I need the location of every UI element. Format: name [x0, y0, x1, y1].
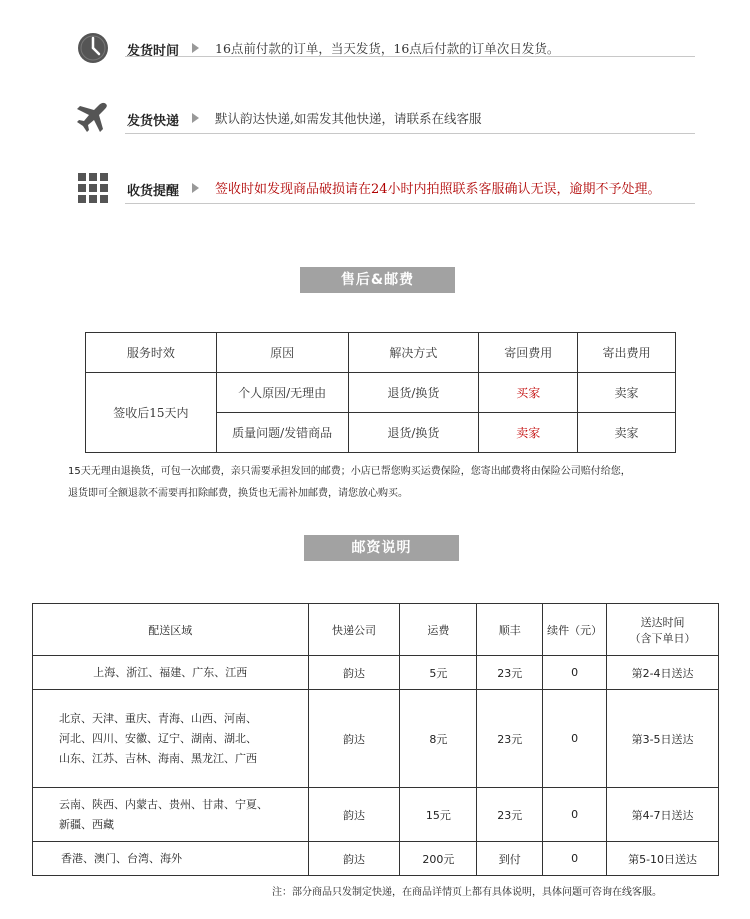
divider [125, 203, 695, 204]
airplane-icon [75, 100, 111, 136]
table-header-row [86, 333, 676, 373]
arrow-right-icon [192, 43, 199, 53]
aftersale-table [85, 332, 676, 453]
return-fee-cell: 买家 [479, 373, 578, 413]
arrow-right-icon [192, 113, 199, 123]
region-line: 上海、浙江、福建、广东、江西 [93, 665, 248, 679]
header-reason: 原因 [216, 333, 348, 373]
region-line: 山东、江苏、吉林、海南、黑龙江、广西 [59, 751, 257, 765]
postage-footnote: 注：部分商品只发制定快递，在商品详情页上都有具体说明，具体问题可咨询在线客服。 [272, 887, 662, 898]
fee-cell: 15元 [400, 788, 477, 842]
reason-cell: 个人原因/无理由 [216, 373, 348, 413]
courier-cell: 韵达 [308, 656, 400, 690]
header-region: 配送区域 [33, 604, 309, 656]
shipping-express-row [75, 100, 695, 140]
fee-cell: 5元 [400, 656, 477, 690]
header-fee: 运费 [400, 604, 477, 656]
aftersale-section-header: 售后&邮费 [300, 267, 455, 293]
region-cell [33, 656, 309, 690]
shipping-time-label: 发货时间 [127, 44, 180, 59]
extra-cell: 0 [543, 690, 607, 788]
header-delivery-line-2: （含下单日） [629, 631, 696, 645]
aftersale-note-line-2: 退货即可全额退款不需要再扣除邮费，换货也无需补加邮费，请您放心购买。 [68, 488, 408, 499]
table-row [33, 788, 719, 842]
region-line: 北京、天津、重庆、青海、山西、河南、 [59, 711, 257, 725]
table-row [33, 842, 719, 876]
courier-cell: 韵达 [308, 690, 400, 788]
send-fee-cell: 卖家 [578, 413, 676, 453]
solution-cell: 退货/换货 [348, 413, 479, 453]
shipping-express-text: 默认韵达快递,如需发其他快递，请联系在线客服 [215, 111, 482, 126]
receipt-reminder-row [75, 170, 695, 210]
header-send-fee: 寄出费用 [578, 333, 676, 373]
sf-cell: 23元 [477, 690, 543, 788]
delivery-cell: 第5-10日送达 [607, 842, 719, 876]
region-line: 河北、四川、安徽、辽宁、湖南、湖北、 [59, 731, 257, 745]
solution-cell: 退货/换货 [348, 373, 479, 413]
region-cell [33, 788, 309, 842]
table-header-row [33, 604, 719, 656]
courier-cell: 韵达 [308, 842, 400, 876]
arrow-right-icon [192, 183, 199, 193]
delivery-cell: 第2-4日送达 [607, 656, 719, 690]
table-row [86, 373, 676, 413]
clock-icon [75, 30, 111, 66]
header-delivery [607, 604, 719, 656]
aftersale-note-line-1: 15天无理由退换货，可包一次邮费，亲只需要承担发回的邮费；小店已帮您购买运费保险，您寄出邮费将由保险公司赔付给您， [68, 466, 631, 477]
reason-cell: 质量问题/发错商品 [216, 413, 348, 453]
shipping-express-label: 发货快递 [127, 114, 180, 129]
fee-cell: 200元 [400, 842, 477, 876]
receipt-reminder-label: 收货提醒 [127, 184, 180, 199]
header-solution: 解决方式 [348, 333, 479, 373]
shipping-time-text: 16点前付款的订单，当天发货，16点后付款的订单次日发货。 [215, 41, 560, 56]
region-line: 云南、陕西、内蒙古、贵州、甘肃、宁夏、 [59, 797, 268, 811]
sf-cell: 到付 [477, 842, 543, 876]
extra-cell: 0 [543, 788, 607, 842]
delivery-cell: 第4-7日送达 [607, 788, 719, 842]
header-extra: 续件（元） [543, 604, 607, 656]
service-period-cell: 签收后15天内 [86, 373, 217, 453]
header-sf: 顺丰 [477, 604, 543, 656]
receipt-reminder-text: 签收时如发现商品破损请在24小时内拍照联系客服确认无误，逾期不予处理。 [215, 182, 661, 197]
extra-cell: 0 [543, 656, 607, 690]
header-service-period: 服务时效 [86, 333, 217, 373]
header-return-fee: 寄回费用 [479, 333, 578, 373]
region-line: 新疆、西藏 [59, 817, 114, 831]
divider [125, 133, 695, 134]
delivery-cell: 第3-5日送达 [607, 690, 719, 788]
shipping-time-row [75, 30, 695, 70]
region-line: 香港、澳门、台湾、海外 [61, 851, 182, 865]
sf-cell: 23元 [477, 788, 543, 842]
postage-table [32, 603, 719, 876]
table-row [33, 690, 719, 788]
courier-cell: 韵达 [308, 788, 400, 842]
send-fee-cell: 卖家 [578, 373, 676, 413]
fee-cell: 8元 [400, 690, 477, 788]
header-delivery-line-1: 送达时间 [640, 615, 685, 629]
grid-icon [75, 170, 111, 206]
postage-section-header: 邮资说明 [304, 535, 459, 561]
return-fee-cell: 卖家 [479, 413, 578, 453]
region-cell [33, 842, 309, 876]
extra-cell: 0 [543, 842, 607, 876]
table-row [33, 656, 719, 690]
header-courier: 快递公司 [308, 604, 400, 656]
divider [125, 56, 695, 57]
sf-cell: 23元 [477, 656, 543, 690]
region-cell [33, 690, 309, 788]
